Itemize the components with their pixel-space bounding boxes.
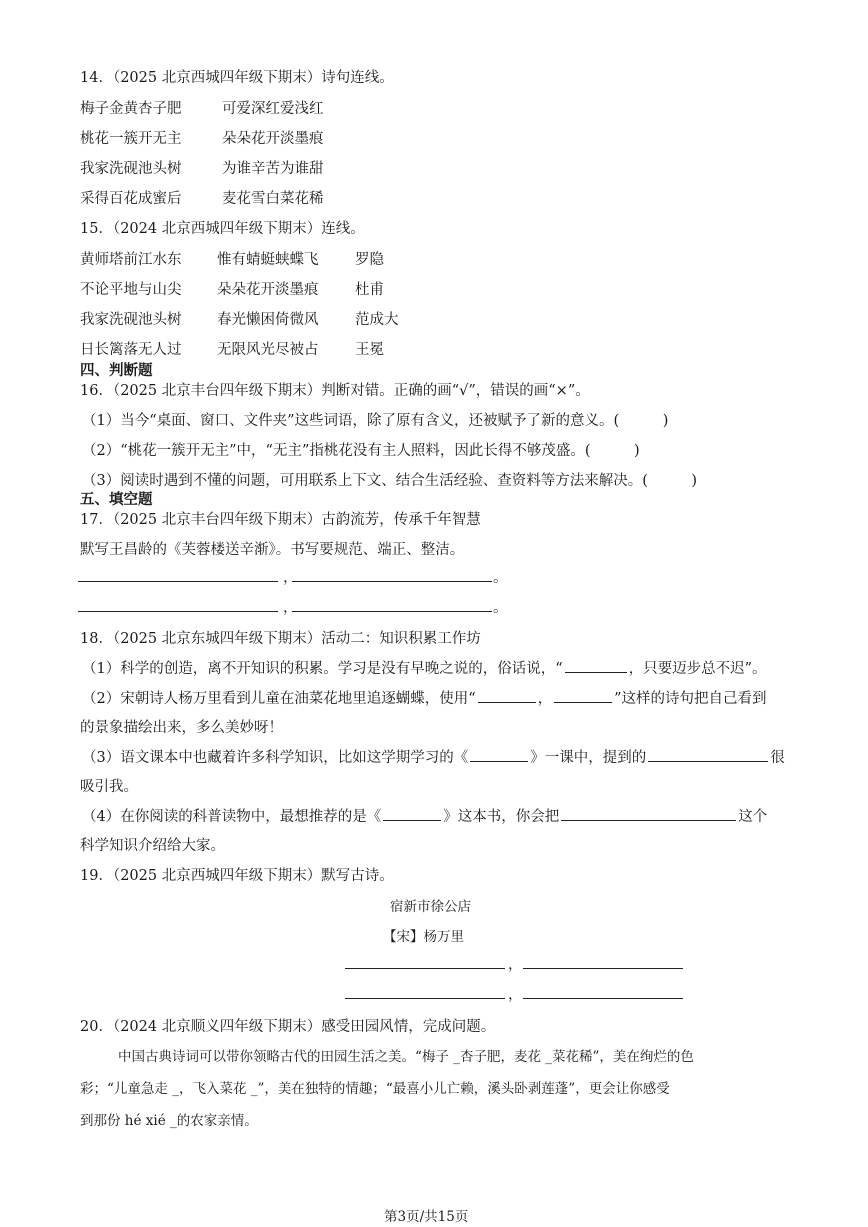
q18-p2-text-c: ”这样的诗句把自己看到 — [614, 691, 767, 707]
q14-right-4: 麦花雪白菜花稀 — [222, 191, 324, 207]
q14-left-4: 采得百花成蜜后 — [80, 191, 182, 207]
q15-col3-1: 罗隐 — [355, 252, 384, 268]
question-15-header: 15．（2024 北京西城四年级下期末）连线。 — [80, 221, 365, 237]
q17-blank-3[interactable] — [78, 611, 278, 612]
q15-col1-2: 不论平地与山尖 — [80, 282, 182, 298]
q15-col3-2: 杜甫 — [355, 282, 384, 298]
q18-p3-text-b: 》一课中，提到的 — [530, 750, 647, 766]
q18-p2-text-a: （2）宋朝诗人杨万里看到儿童在油菜花地里追逐蝴蝶，使用“ — [82, 691, 476, 707]
q18-item-1 — [82, 657, 767, 678]
q14-left-2: 桃花一簇开无主 — [80, 131, 182, 147]
q19-blank-3[interactable] — [345, 998, 505, 999]
q20-passage-line-3: 到那份 hé xié _的农家亲情。 — [80, 1113, 258, 1129]
q17-blank-2[interactable] — [292, 581, 492, 582]
q15-col1-1: 黄师塔前江水东 — [80, 252, 182, 268]
section-4-heading: 四、判断题 — [80, 362, 153, 379]
q18-p3-blank-1[interactable] — [470, 747, 528, 762]
q14-right-1: 可爱深红爱浅红 — [222, 101, 324, 117]
q16-item-2: （2）“桃花一簇开无主”中，“无主”指桃花没有主人照料，因此长得不够茂盛。( ) — [82, 443, 640, 459]
page-number: 第3页/共15页 — [384, 1209, 469, 1225]
question-16-header: 16．（2025 北京丰台四年级下期末）判断对错。正确的画“√”，错误的画“×”。 — [80, 383, 590, 399]
question-20-header: 20．（2024 北京顺义四年级下期末）感受田园风情，完成问题。 — [80, 1019, 496, 1035]
q16-item-3: （3）阅读时遇到不懂的问题，可用联系上下文、结合生活经验、查资料等方法来解决。( ) — [82, 473, 698, 489]
q18-p3-blank-2[interactable] — [648, 747, 768, 762]
q18-item-4 — [82, 805, 767, 826]
q18-p4-text-c: 这个 — [738, 809, 768, 825]
q18-p3-text-a: （3）语文课本中也藏着许多科学知识，比如这学期学习的《 — [82, 750, 469, 766]
q15-col2-2: 朵朵花开淡墨痕 — [217, 282, 319, 298]
poem-author: 【宋】杨万里 — [383, 929, 464, 945]
q18-p4-text-a: （4）在你阅读的科普读物中，最想推荐的是《 — [82, 809, 382, 825]
q19-blank-2[interactable] — [523, 968, 683, 969]
q18-p1-text-a: （1）科学的创造，离不开知识的积累。学习是没有早晚之说的，俗话说，“ — [82, 661, 563, 677]
q17-period-2: 。 — [493, 600, 508, 616]
q15-col2-4: 无限风光尽被占 — [217, 342, 319, 358]
q18-item-4-continued: 科学知识介绍给大家。 — [80, 838, 225, 854]
q14-left-3: 我家洗砚池头树 — [80, 161, 182, 177]
q14-left-1: 梅子金黄杏子肥 — [80, 101, 182, 117]
q15-col1-4: 日长篱落无人过 — [80, 342, 182, 358]
q18-p2-text-b: ， — [537, 691, 553, 707]
q17-blank-1[interactable] — [78, 581, 278, 582]
q18-p1-text-b: ，只要迈步总不迟”。 — [628, 661, 767, 677]
q14-right-3: 为谁辛苦为谁甜 — [222, 161, 324, 177]
q15-col2-1: 惟有蜻蜓蛱蝶飞 — [217, 252, 319, 268]
q20-passage-line-2: 彩；“儿童急走 _，飞入菜花 _”，美在独特的情趣；“最喜小儿亡赖，溪头卧剥莲蓬”，更会让你感受 — [80, 1081, 670, 1097]
q17-comma-1: ， — [283, 570, 298, 586]
q15-col1-3: 我家洗砚池头树 — [80, 312, 182, 328]
q17-comma-2: ， — [283, 600, 298, 616]
q17-period-1: 。 — [493, 570, 508, 586]
q17-instruction: 默写王昌龄的《芙蓉楼送辛渐》。书写要规范、端正、整洁。 — [80, 542, 465, 558]
q14-right-2: 朵朵花开淡墨痕 — [222, 131, 324, 147]
q19-comma-1: ， — [508, 957, 523, 973]
question-19-header: 19．（2025 北京西城四年级下期末）默写古诗。 — [80, 868, 394, 884]
q18-item-3 — [82, 746, 785, 767]
poem-title: 宿新市徐公店 — [390, 899, 471, 915]
q15-col3-3: 范成大 — [355, 312, 399, 328]
q18-p4-text-b: 》这本书，你会把 — [443, 809, 560, 825]
q18-p4-blank-2[interactable] — [561, 806, 736, 821]
question-18-header: 18．（2025 北京东城四年级下期末）活动二：知识积累工作坊 — [80, 631, 481, 647]
q15-col3-4: 王冕 — [355, 342, 384, 358]
question-14-header: 14．（2025 北京西城四年级下期末）诗句连线。 — [80, 70, 394, 86]
q18-p3-text-c: 很 — [770, 750, 785, 766]
q19-blank-1[interactable] — [345, 968, 505, 969]
q18-p2-blank-1[interactable] — [478, 688, 536, 703]
q18-p4-blank-1[interactable] — [383, 806, 441, 821]
q18-item-2-continued: 的景象描绘出来，多么美妙呀！ — [80, 720, 283, 736]
q18-p2-blank-2[interactable] — [554, 688, 612, 703]
section-5-heading: 五、填空题 — [80, 491, 153, 508]
q20-passage-line-1: 中国古典诗词可以带你领略古代的田园生活之美。“梅子 _杏子肥，麦花 _菜花稀”，美在绚烂的色 — [118, 1049, 694, 1065]
q19-blank-4[interactable] — [523, 998, 683, 999]
q16-item-1: （1）当今“桌面、窗口、文件夹”这些词语，除了原有含义，还被赋予了新的意义。( ) — [82, 413, 669, 429]
q17-blank-4[interactable] — [292, 611, 492, 612]
q19-comma-2: ， — [508, 987, 523, 1003]
q18-item-2 — [82, 687, 767, 708]
q15-col2-3: 春光懒困倚微风 — [217, 312, 319, 328]
q18-p1-blank[interactable] — [565, 658, 627, 673]
q18-item-3-continued: 吸引我。 — [80, 779, 138, 795]
question-17-header: 17．（2025 北京丰台四年级下期末）古韵流芳，传承千年智慧 — [80, 512, 481, 528]
